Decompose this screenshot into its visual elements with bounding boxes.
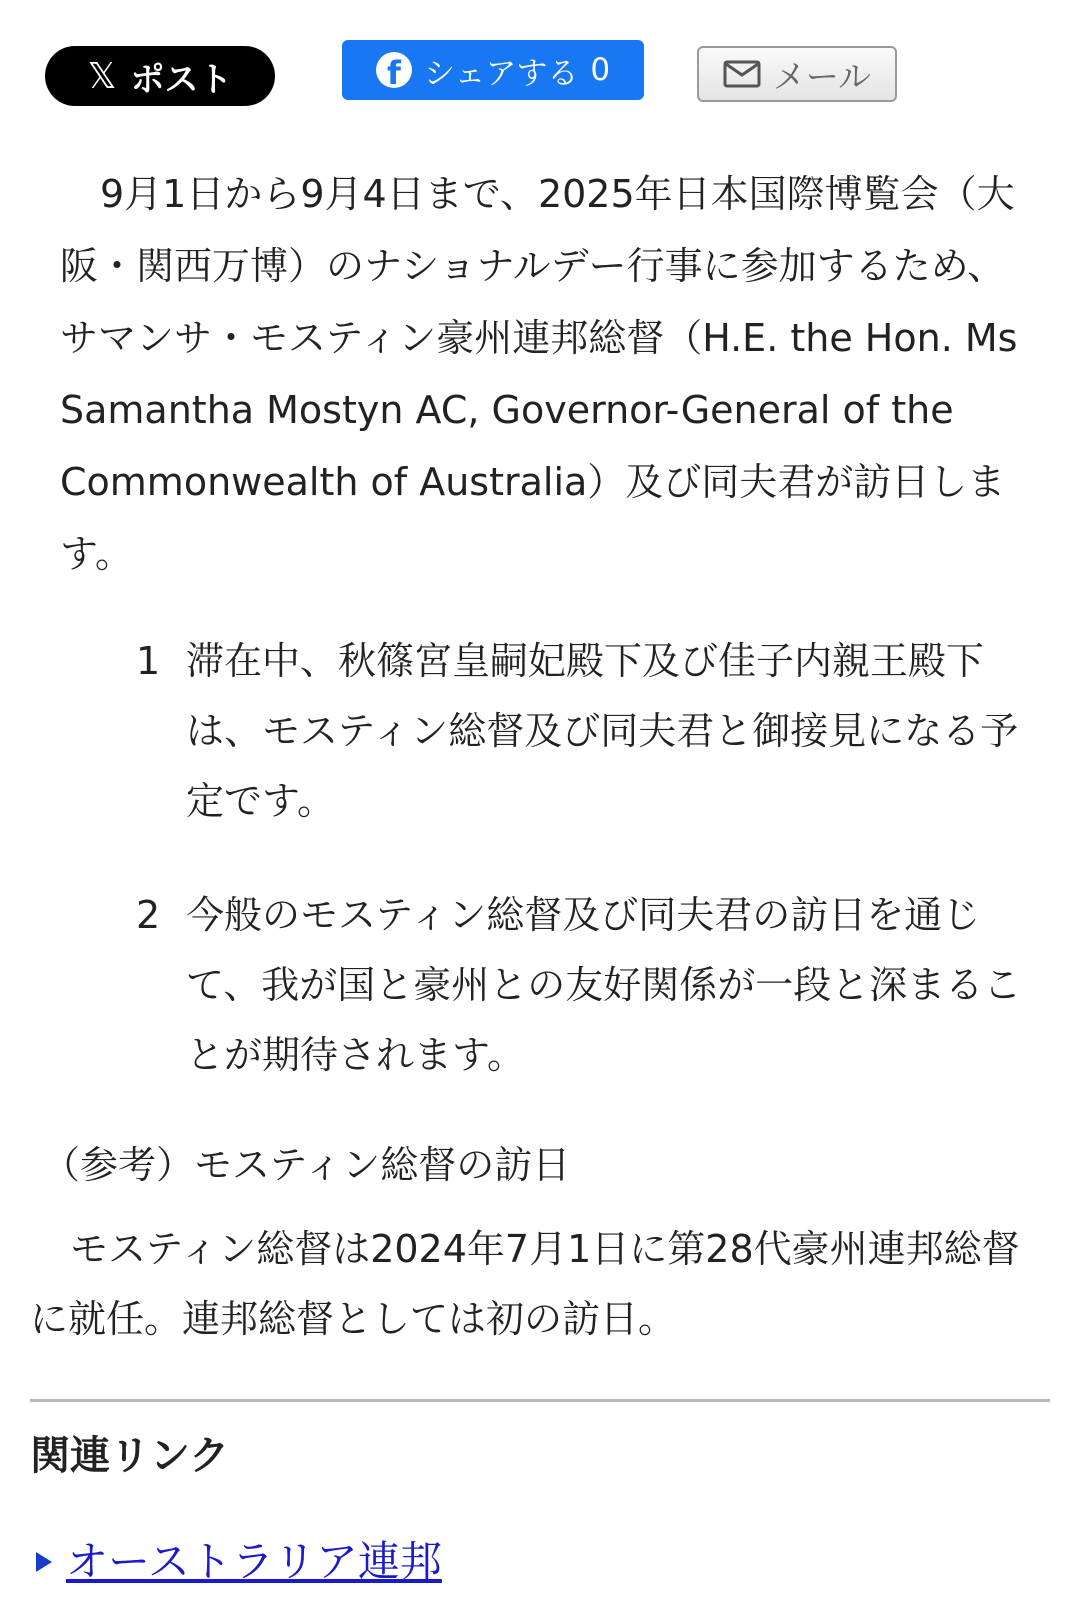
facebook-icon: f xyxy=(376,52,412,88)
x-logo-icon: 𝕏 xyxy=(87,55,117,97)
related-link-item xyxy=(36,1532,442,1592)
facebook-share-button[interactable] xyxy=(342,40,644,100)
x-post-button[interactable] xyxy=(45,46,275,106)
section-divider xyxy=(30,1399,1050,1402)
share-bar xyxy=(0,38,1080,108)
mail-share-button[interactable] xyxy=(697,46,897,102)
reference-body xyxy=(30,1214,1030,1354)
reference-body-text: モスティン総督は2024年7月1日に第28代豪州連邦総督に就任。連邦総督としては初の訪日。 xyxy=(30,1227,1020,1341)
item-number: 1 xyxy=(136,639,161,683)
link-arrow-icon xyxy=(36,1552,52,1572)
reference-title: （参考）モスティン総督の訪日 xyxy=(42,1143,571,1187)
facebook-share-count: 0 xyxy=(590,52,611,88)
item-text: 滞在中、秋篠宮皇嗣妃殿下及び佳子内親王殿下は、モスティン総督及び同夫君と御接見になる予定です。 xyxy=(186,639,1019,823)
numbered-item-2 xyxy=(136,880,1036,1090)
item-number: 2 xyxy=(136,893,161,937)
x-post-label: ポスト xyxy=(130,59,233,100)
article-lead-text: 9月1日から9月4日まで、2025年日本国際博覧会（大阪・関西万博）のナショナルデー行事に参加するため、サマンサ・モスティン豪州連邦総督（H.E. the Hon. Ms Samantha Mostyn AC, Governor-General of the Commonwealth of Australia）及び同夫君が訪日します。 xyxy=(60,172,1018,576)
facebook-share-label: シェアする xyxy=(423,55,579,92)
mail-icon xyxy=(723,59,761,89)
numbered-item-1 xyxy=(136,626,1036,836)
related-links-title: 関連リンク xyxy=(30,1433,230,1479)
mail-label: メール xyxy=(772,56,872,96)
article-lead xyxy=(60,158,1020,590)
item-text: 今般のモスティン総督及び同夫君の訪日を通じて、我が国と豪州との友好関係が一段と深まることが期待されます。 xyxy=(186,893,1022,1077)
related-link-australia[interactable]: オーストラリア連邦 xyxy=(66,1537,442,1586)
